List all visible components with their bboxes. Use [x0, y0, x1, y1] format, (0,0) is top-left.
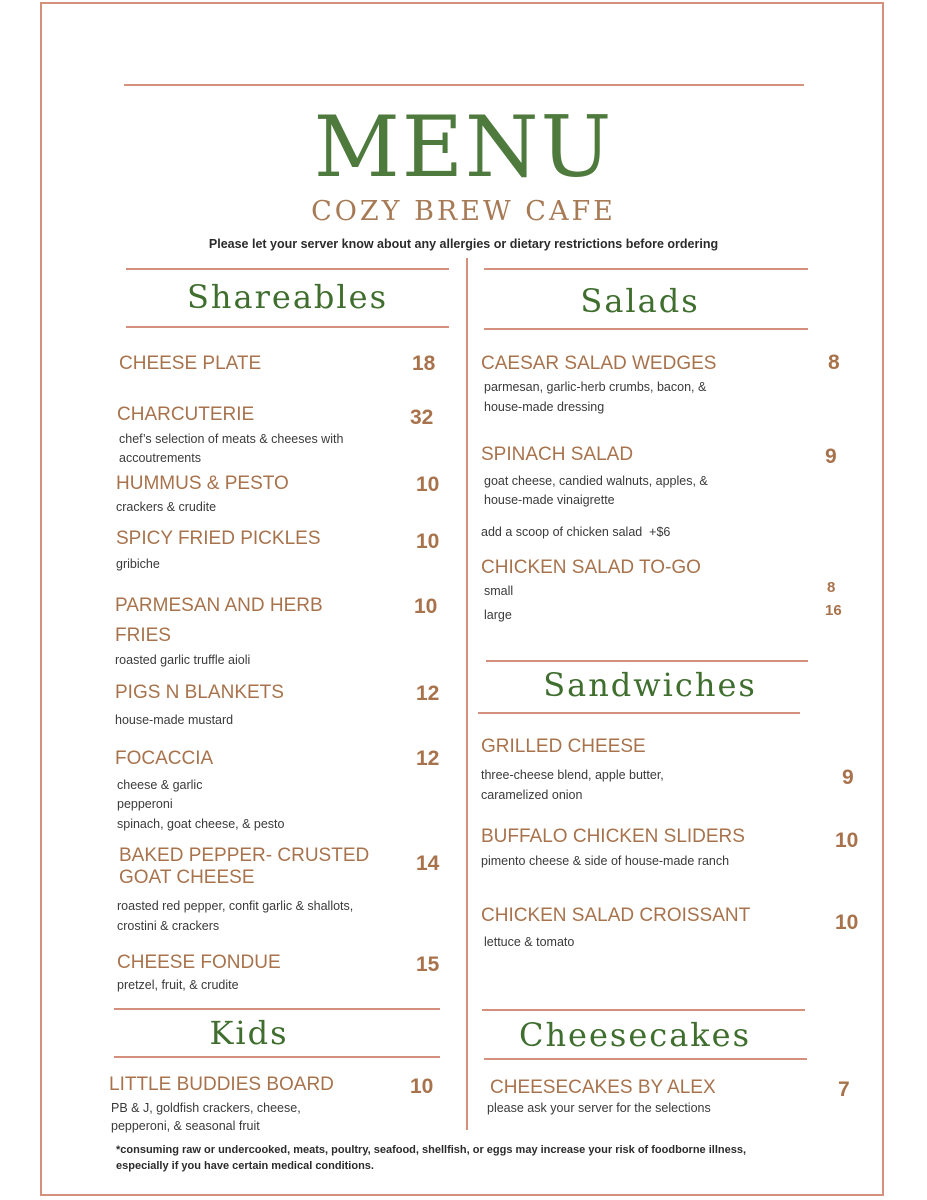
- menu-item-desc: crackers & crudite: [116, 500, 217, 514]
- salad-addon: add a scoop of chicken salad +$6: [481, 525, 671, 539]
- menu-item-desc: crostini & crackers: [117, 919, 220, 933]
- menu-item-name: HUMMUS & PESTO: [116, 473, 289, 494]
- menu-item-name: PARMESAN AND HERB: [115, 595, 323, 616]
- sandwiches-rule-top: [486, 660, 808, 662]
- menu-item-desc: pepperoni: [117, 797, 173, 811]
- cheesecakes-heading: Cheesecakes: [518, 1016, 752, 1054]
- menu-item-desc: roasted red pepper, confit garlic & shallots,: [117, 899, 354, 913]
- menu-item-price: 8: [828, 351, 840, 374]
- menu-item-price: 8: [827, 579, 836, 596]
- kids-heading: Kids: [209, 1014, 289, 1052]
- menu-item-desc: house-made vinaigrette: [484, 493, 615, 507]
- menu-item-price: 16: [825, 602, 842, 619]
- menu-item-desc: parmesan, garlic-herb crumbs, bacon, &: [484, 380, 707, 394]
- menu-item-desc: gribiche: [116, 557, 160, 571]
- menu-item-price: 12: [416, 747, 440, 770]
- menu-item-price: 9: [842, 766, 854, 789]
- menu-item-name: FRIES: [115, 625, 171, 646]
- allergy-notice: Please let your server know about any allergies or dietary restrictions before ordering: [208, 237, 719, 251]
- food-safety-disclaimer: [116, 1142, 836, 1174]
- menu-item-price: 9: [825, 445, 837, 468]
- salads-heading: Salads: [580, 282, 700, 320]
- disclaimer-line: especially if you have certain medical conditions.: [116, 1160, 374, 1172]
- salads-rule-top: [484, 268, 808, 270]
- size-label-large: large: [484, 608, 512, 622]
- menu-item-price: 10: [410, 1075, 434, 1098]
- menu-item-desc: goat cheese, candied walnuts, apples, &: [484, 474, 708, 488]
- cafe-name: COZY BREW CAFE: [311, 196, 616, 227]
- sandwiches-heading: Sandwiches: [543, 666, 757, 704]
- menu-item-name: PIGS N BLANKETS: [115, 682, 284, 703]
- cheesecakes-rule-bottom: [484, 1058, 807, 1060]
- shareables-rule-top: [126, 268, 449, 270]
- column-divider: [466, 258, 468, 1130]
- menu-item-name: CHICKEN SALAD CROISSANT: [481, 905, 751, 926]
- menu-item-name: CHEESE PLATE: [119, 353, 262, 374]
- salads-rule-bottom: [484, 328, 808, 330]
- menu-item-desc: lettuce & tomato: [484, 935, 575, 949]
- menu-item-desc: three-cheese blend, apple butter,: [481, 768, 664, 782]
- menu-item-price: 15: [416, 953, 440, 976]
- menu-item-price: 7: [838, 1078, 850, 1101]
- menu-item-desc: cheese & garlic: [117, 778, 203, 792]
- menu-item-price: 10: [416, 473, 440, 496]
- menu-item-price: 12: [416, 682, 440, 705]
- menu-item-desc: house-made mustard: [115, 713, 234, 727]
- menu-item-name: CHEESE FONDUE: [117, 952, 281, 973]
- menu-item-desc: chef’s selection of meats & cheeses with: [119, 432, 344, 446]
- menu-item-desc: caramelized onion: [481, 788, 583, 802]
- menu-item-desc: accoutrements: [119, 451, 201, 465]
- menu-item-desc: please ask your server for the selections: [487, 1101, 711, 1115]
- menu-item-desc: spinach, goat cheese, & pesto: [117, 817, 285, 831]
- top-rule: [124, 84, 804, 86]
- menu-item-name: FOCACCIA: [115, 748, 214, 769]
- shareables-rule-bottom: [126, 326, 449, 328]
- menu-title: MENU: [313, 98, 614, 196]
- menu-item-price: 10: [416, 530, 440, 553]
- menu-item-name: SPICY FRIED PICKLES: [116, 528, 321, 549]
- menu-item-name: CHICKEN SALAD TO-GO: [481, 557, 701, 578]
- kids-rule-top: [114, 1008, 440, 1010]
- menu-item-name: BUFFALO CHICKEN SLIDERS: [481, 826, 745, 847]
- size-label-small: small: [484, 584, 514, 598]
- sandwiches-rule-bottom: [478, 712, 800, 714]
- menu-item-desc: pretzel, fruit, & crudite: [117, 978, 239, 992]
- menu-item-desc: PB & J, goldfish crackers, cheese,: [111, 1101, 301, 1115]
- menu-item-name: CAESAR SALAD WEDGES: [481, 353, 717, 374]
- menu-item-name: CHARCUTERIE: [117, 404, 255, 425]
- menu-item-name: GRILLED CHEESE: [481, 736, 646, 757]
- kids-rule-bottom: [114, 1056, 440, 1058]
- shareables-heading: Shareables: [187, 278, 388, 316]
- menu-item-name: LITTLE BUDDIES BOARD: [109, 1074, 334, 1095]
- menu-item-price: 14: [416, 852, 440, 875]
- menu-item-name: BAKED PEPPER- CRUSTED: [119, 845, 370, 866]
- menu-item-price: 10: [835, 911, 859, 934]
- menu-item-price: 10: [414, 595, 438, 618]
- menu-item-name: GOAT CHEESE: [119, 867, 255, 888]
- menu-item-price: 32: [410, 406, 434, 429]
- menu-item-desc: pepperoni, & seasonal fruit: [111, 1119, 260, 1133]
- menu-item-price: 18: [412, 352, 436, 375]
- menu-item-desc: roasted garlic truffle aioli: [115, 653, 251, 667]
- menu-item-price: 10: [835, 829, 859, 852]
- menu-item-name: CHEESECAKES BY ALEX: [490, 1077, 716, 1098]
- menu-item-name: SPINACH SALAD: [481, 444, 634, 465]
- menu-item-desc: pimento cheese & side of house-made ranch: [481, 854, 730, 868]
- menu-item-desc: house-made dressing: [484, 400, 605, 414]
- cheesecakes-rule-top: [482, 1009, 805, 1011]
- disclaimer-line: *consuming raw or undercooked, meats, poultry, seafood, shellfish, or eggs may increase your risk of foodborne illness,: [116, 1144, 747, 1156]
